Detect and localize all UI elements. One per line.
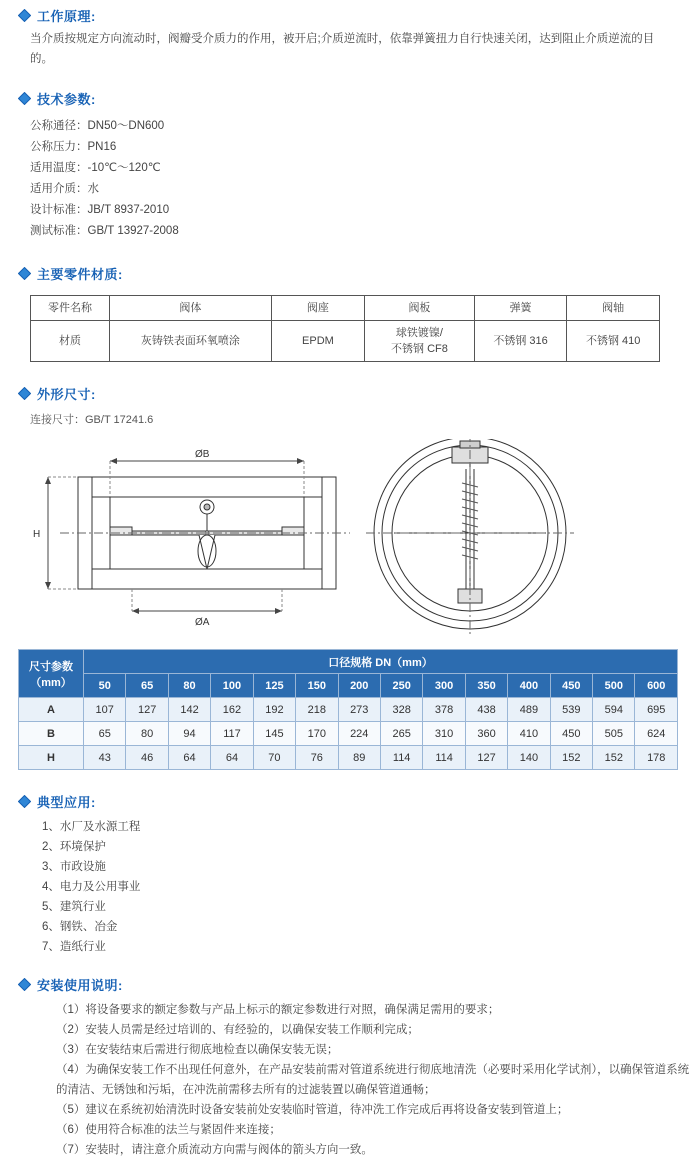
dimension-cell: 310: [423, 722, 465, 746]
table-row: [31, 296, 660, 321]
dimension-row-label-B: B: [19, 722, 84, 746]
dimension-cell: 114: [380, 746, 422, 770]
dimension-cell: 127: [126, 698, 168, 722]
list-item: （4）为确保安装工作不出现任何意外，在产品安装前需对管道系统进行彻底地清洗（必要时采用化学试剂），以确保管道系统的清洁、无锈蚀和污垢，在冲洗前需移去所有的过滤装置以确保管道通畅；: [56, 1064, 690, 1096]
diamond-bullet-icon: [18, 9, 31, 22]
dimension-cell: 140: [508, 746, 550, 770]
dimension-cell: 410: [508, 722, 550, 746]
section-principle: [0, 0, 696, 69]
dimension-group-header: 口径规格 DN（mm）: [84, 650, 678, 674]
section-dimensions: [0, 378, 696, 770]
list-item: （1）将设备要求的额定参数与产品上标示的额定参数进行对照，确保满足需用的要求；: [56, 1004, 500, 1016]
materials-cell-plate-line2: 不锈钢 CF8: [391, 343, 448, 355]
diamond-bullet-icon: [18, 267, 31, 280]
section-installation: [0, 969, 696, 1174]
dimension-table: [18, 649, 678, 770]
dimension-cell: 594: [593, 698, 635, 722]
spec-line: 适用介质：水: [30, 183, 99, 195]
list-item: 6、钢铁、冶金: [42, 921, 118, 933]
drawing-label-B: ØB: [195, 449, 210, 460]
dimension-cell: 64: [211, 746, 253, 770]
section-principle-title: 工作原理:: [37, 9, 96, 24]
dimension-cell: 142: [168, 698, 210, 722]
dimension-cell: 695: [635, 698, 678, 722]
dimension-cell: 127: [465, 746, 507, 770]
materials-cell-shaft: 不锈钢 410: [567, 321, 660, 362]
dn-header-cell: 80: [168, 674, 210, 698]
dimension-cell: 360: [465, 722, 507, 746]
dimension-cell: 178: [635, 746, 678, 770]
dimension-cell: 170: [296, 722, 338, 746]
table-row: [19, 674, 678, 698]
spec-line: 公称压力：PN16: [30, 141, 117, 153]
dimension-cell: 224: [338, 722, 380, 746]
diamond-bullet-icon: [18, 387, 31, 400]
dimension-cell: 46: [126, 746, 168, 770]
list-item: 5、建筑行业: [42, 901, 106, 913]
section-materials-title: 主要零件材质:: [37, 267, 123, 282]
dimension-cell: 378: [423, 698, 465, 722]
dn-header-cell: 500: [593, 674, 635, 698]
diamond-bullet-icon: [18, 92, 31, 105]
materials-header-cell: 阀座: [271, 296, 364, 321]
dn-header-cell: 600: [635, 674, 678, 698]
materials-cell-spring: 不锈钢 316: [474, 321, 567, 362]
dimension-cell: 539: [550, 698, 592, 722]
dimension-cell: 65: [84, 722, 126, 746]
dimension-cell: 162: [211, 698, 253, 722]
section-principle-text: 当介质按规定方向流动时，阀瓣受介质力的作用，被开启;介质逆流时，依靠弹簧扭力自行快速关闭，达到阻止介质逆流的目的。: [30, 33, 655, 65]
dn-header-cell: 250: [380, 674, 422, 698]
dimension-cell: 505: [593, 722, 635, 746]
dimension-cell: 328: [380, 698, 422, 722]
installation-list: [0, 1000, 696, 1160]
specs-list: [0, 116, 696, 242]
corner-label-line2: （mm）: [30, 676, 72, 689]
table-row: [19, 650, 678, 674]
dimension-cell: 43: [84, 746, 126, 770]
dn-header-cell: 50: [84, 674, 126, 698]
dn-header-cell: 450: [550, 674, 592, 698]
dimension-cell: 192: [253, 698, 295, 722]
section-applications-header: [0, 786, 696, 815]
dimension-cell: 80: [126, 722, 168, 746]
dimension-row-label-H: H: [19, 746, 84, 770]
dimension-cell: 89: [338, 746, 380, 770]
section-principle-header: [0, 0, 696, 29]
dimension-cell: 450: [550, 722, 592, 746]
materials-header-cell: 阀体: [109, 296, 271, 321]
dimension-cell: 438: [465, 698, 507, 722]
spec-line: 公称通径：DN50～DN600: [30, 120, 165, 132]
materials-cell-body: 灰铸铁表面环氧喷涂: [109, 321, 271, 362]
section-applications: [0, 786, 696, 957]
list-item: （2）安装人员需是经过培训的、有经验的，以确保安装工作顺利完成；: [56, 1024, 419, 1036]
section-specs-title: 技术参数:: [37, 92, 96, 107]
materials-header-cell: 弹簧: [474, 296, 567, 321]
section-dimensions-title: 外形尺寸:: [37, 387, 96, 402]
section-materials-header: [0, 258, 696, 287]
dimension-cell: 218: [296, 698, 338, 722]
dimension-cell: 265: [380, 722, 422, 746]
materials-cell-seat: EPDM: [271, 321, 364, 362]
materials-cell-plate: [365, 321, 475, 362]
dn-header-cell: 65: [126, 674, 168, 698]
list-item: 4、电力及公用事业: [42, 881, 141, 893]
list-item: 3、市政设施: [42, 861, 106, 873]
diamond-bullet-icon: [18, 978, 31, 991]
dimension-cell: 624: [635, 722, 678, 746]
dn-header-cell: 300: [423, 674, 465, 698]
dimension-cell: 107: [84, 698, 126, 722]
dimension-cell: 94: [168, 722, 210, 746]
connection-standard-note: 连接尺寸：GB/T 17241.6: [30, 414, 154, 426]
list-item: （7）安装时，请注意介质流动方向需与阀体的箭头方向一致。: [56, 1144, 373, 1156]
dn-header-cell: 350: [465, 674, 507, 698]
dimension-table-corner: [19, 650, 84, 698]
dimension-cell: 152: [593, 746, 635, 770]
materials-row-label: 材质: [31, 321, 110, 362]
spec-line: 适用温度：-10℃～120℃: [30, 162, 161, 174]
list-item: 1、水厂及水源工程: [42, 821, 141, 833]
dimension-cell: 114: [423, 746, 465, 770]
dn-header-cell: 100: [211, 674, 253, 698]
dimension-cell: 152: [550, 746, 592, 770]
dimension-row-label-A: A: [19, 698, 84, 722]
section-specs-header: [0, 83, 696, 112]
materials-table: [30, 295, 660, 362]
dn-header-cell: 125: [253, 674, 295, 698]
list-item: 2、环境保护: [42, 841, 106, 853]
section-applications-title: 典型应用:: [37, 795, 96, 810]
spec-line: 设计标准：JB/T 8937-2010: [30, 204, 170, 216]
dimension-cell: 273: [338, 698, 380, 722]
section-dimensions-header: [0, 378, 696, 407]
list-item: 7、造纸行业: [42, 941, 106, 953]
materials-header-cell: 阀板: [365, 296, 475, 321]
list-item: （5）建议在系统初始清洗时设备安装前处安装临时管道，待冲洗工作完成后再将设备安装到管道上；: [56, 1104, 569, 1116]
drawing-label-H: H: [33, 529, 41, 540]
product-drawing: [0, 439, 696, 639]
spec-line: 测试标准：GB/T 13927-2008: [30, 225, 179, 237]
applications-list: [0, 817, 696, 957]
table-row: [31, 321, 660, 362]
dimension-cell: 76: [296, 746, 338, 770]
section-installation-header: [0, 969, 696, 998]
materials-header-cell: 阀轴: [567, 296, 660, 321]
dn-header-cell: 400: [508, 674, 550, 698]
table-row: [19, 746, 678, 770]
corner-label-line1: 尺寸参数: [29, 660, 73, 673]
dimension-cell: 145: [253, 722, 295, 746]
diamond-bullet-icon: [18, 795, 31, 808]
dimension-cell: 489: [508, 698, 550, 722]
dn-header-cell: 150: [296, 674, 338, 698]
dimension-cell: 70: [253, 746, 295, 770]
drawing-label-A: ØA: [195, 617, 210, 628]
section-specs: [0, 83, 696, 242]
materials-cell-plate-line1: 球铁镀镍/: [395, 327, 443, 339]
section-materials: [0, 258, 696, 362]
table-row: [19, 722, 678, 746]
list-item: （6）使用符合标准的法兰与紧固件来连接；: [56, 1124, 281, 1136]
dn-header-cell: 200: [338, 674, 380, 698]
dimension-cell: 117: [211, 722, 253, 746]
table-row: [19, 698, 678, 722]
dimension-cell: 64: [168, 746, 210, 770]
list-item: （3）在安装结束后需进行彻底地检查以确保安装无误；: [56, 1044, 339, 1056]
materials-header-cell: 零件名称: [31, 296, 110, 321]
section-installation-title: 安装使用说明:: [37, 978, 123, 993]
